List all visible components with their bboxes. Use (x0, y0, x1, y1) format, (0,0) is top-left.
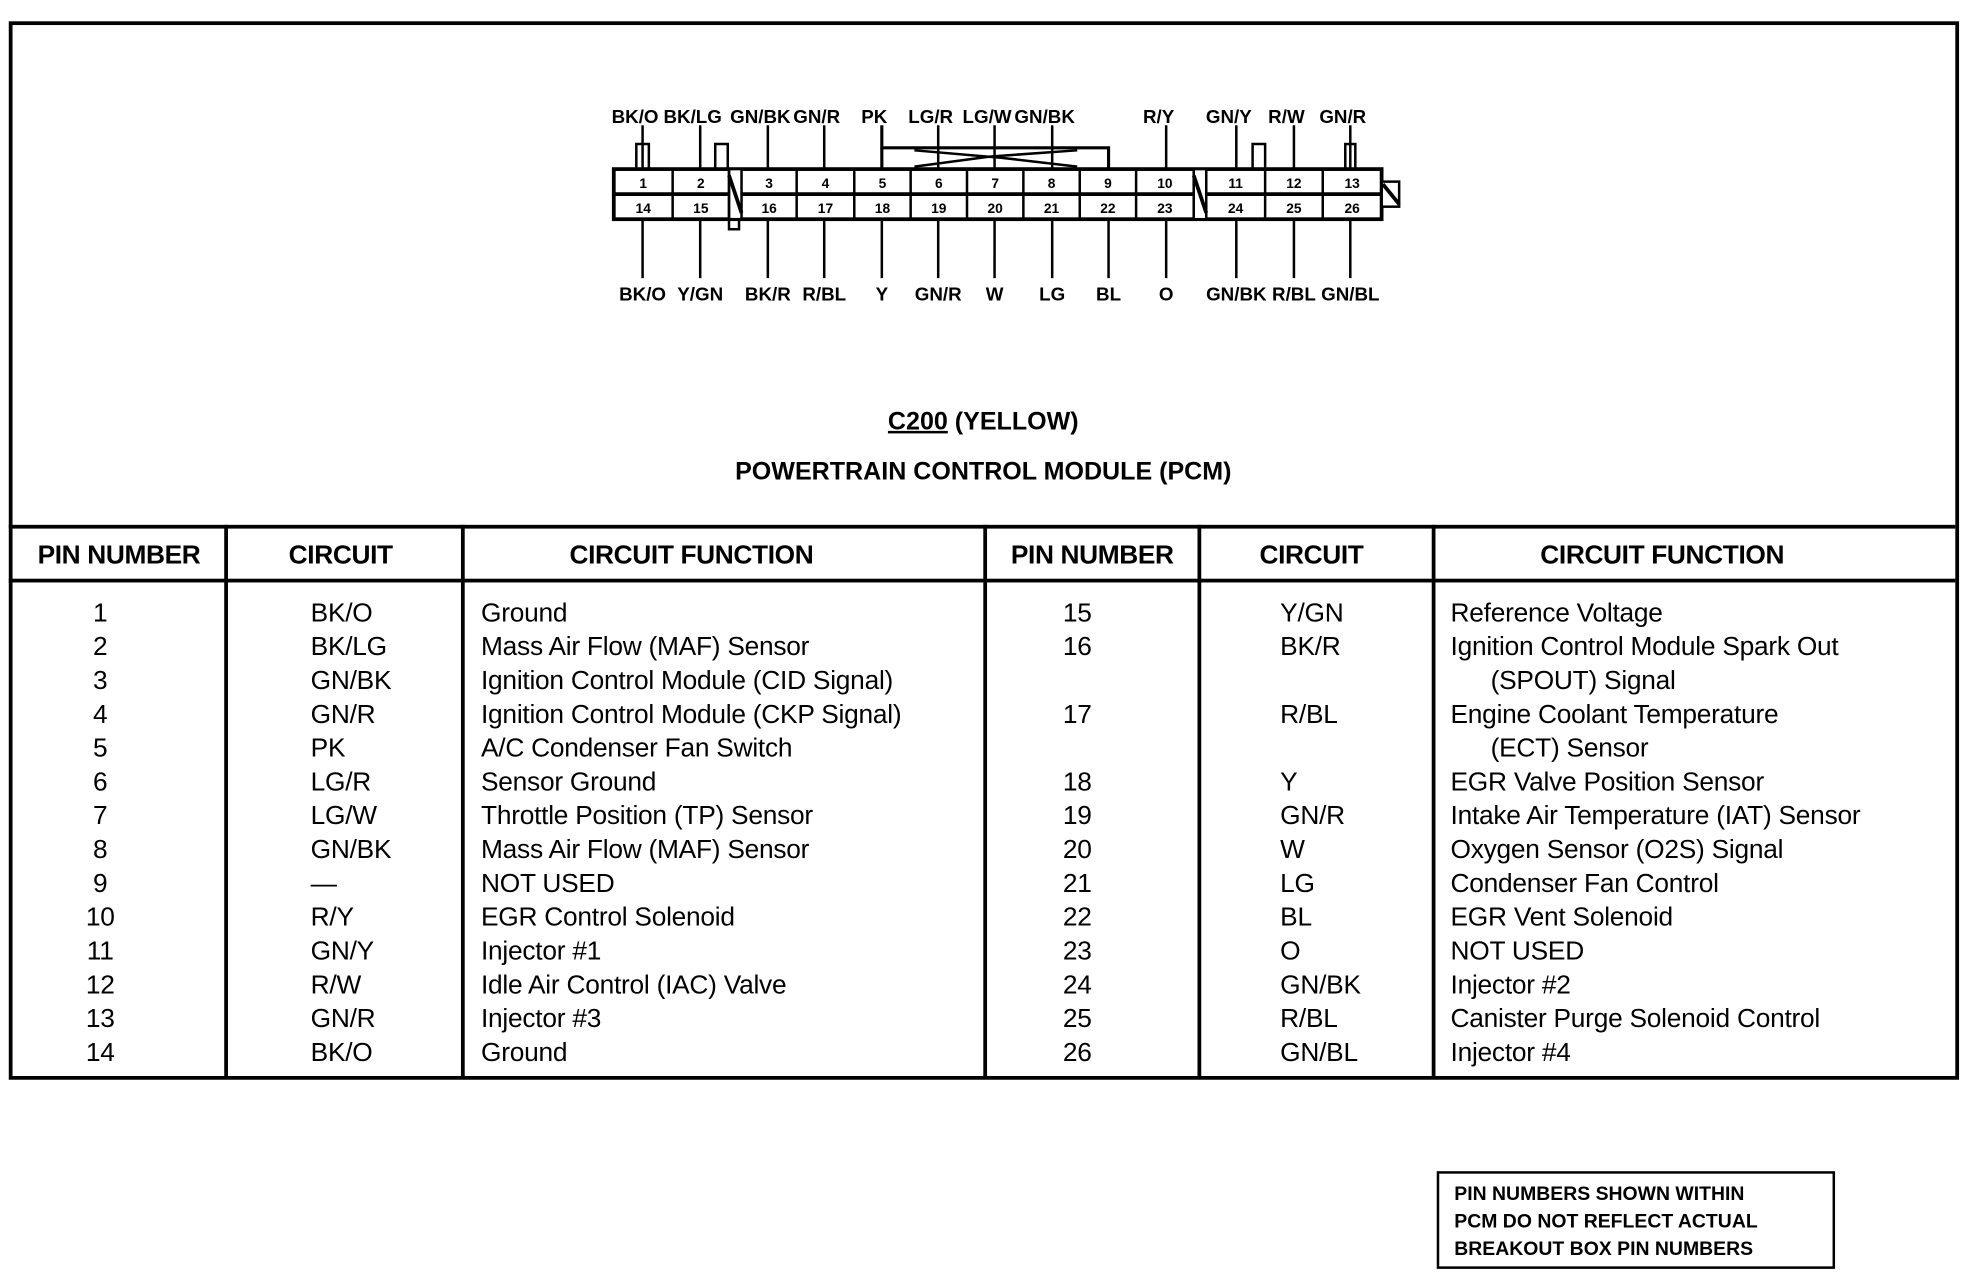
circuit-color: R/BL (1280, 1004, 1338, 1034)
pin-number-bottom: 19 (931, 200, 947, 216)
pin-number: 3 (93, 666, 108, 696)
pin-number: 13 (85, 1004, 115, 1034)
pin-number-bottom: 25 (1286, 200, 1302, 216)
circuit-color: Y (1280, 767, 1298, 797)
pin-number-top: 3 (765, 175, 773, 191)
connector-face (0, 0, 1964, 326)
circuit-color: GN/BK (1280, 970, 1361, 1000)
pin-number-top: 6 (934, 175, 943, 191)
circuit-function: Mass Air Flow (MAF) Sensor (480, 632, 810, 662)
circuit-color: LG/R (310, 767, 372, 797)
circuit-color: R/Y (310, 903, 354, 932)
wire-label-bottom: O (1158, 283, 1174, 305)
circuit-function: Oxygen Sensor (O2S) Signal (1450, 835, 1784, 865)
circuit-color: GN/BL (1280, 1038, 1358, 1068)
circuit-function: Ignition Control Module (CKP Signal) (480, 700, 902, 730)
circuit-color: R/W (310, 970, 362, 1000)
pin-number: 10 (85, 903, 115, 932)
pin-number-top: 1 (639, 175, 648, 191)
header-circuit-function: CIRCUIT FUNCTION (1540, 541, 1785, 570)
note-line: BREAKOUT BOX PIN NUMBERS (1454, 1238, 1754, 1261)
pin-number-bottom: 18 (874, 200, 891, 216)
pin-number: 16 (1062, 632, 1092, 662)
pin-number-bottom: 20 (987, 200, 1003, 216)
pin-number: 4 (93, 700, 108, 730)
wire-label-bottom: R/BL (802, 283, 847, 305)
pin-number-top: 8 (1047, 175, 1056, 191)
circuit-function: Reference Voltage (1450, 598, 1663, 628)
header-circuit: CIRCUIT (288, 541, 393, 570)
circuit-function: NOT USED (480, 869, 615, 899)
circuit-function: Engine Coolant Temperature (1450, 700, 1779, 730)
circuit-function: Ground (480, 1038, 568, 1068)
pin-number: 26 (1062, 1038, 1092, 1068)
circuit-function: Ignition Control Module (CID Signal) (480, 666, 894, 696)
pin-number: 23 (1062, 936, 1092, 966)
wire-label-bottom: BK/O (619, 283, 667, 305)
note-box (1437, 1171, 1835, 1269)
pin-number-bottom: 24 (1228, 200, 1244, 216)
wire-label-top: R/W (1268, 105, 1305, 127)
wire-label-top: BK/LG (663, 105, 722, 127)
circuit-color: BK/LG (310, 632, 387, 662)
circuit-color: O (1280, 936, 1301, 966)
pin-number-top: 11 (1228, 175, 1243, 191)
column-divider (983, 525, 987, 1076)
module-title: POWERTRAIN CONTROL MODULE (PCM) (735, 458, 1232, 487)
circuit-function-continued: (SPOUT) Signal (1490, 666, 1676, 696)
pin-number-top: 7 (991, 175, 1000, 191)
wire-label-bottom: GN/BK (1206, 283, 1267, 305)
circuit-color: Y/GN (1280, 598, 1344, 628)
column-divider (1432, 525, 1436, 1076)
pin-number: 5 (93, 734, 108, 763)
pin-number-bottom: 15 (693, 200, 709, 216)
circuit-color: LG/W (310, 801, 377, 831)
wire-label-bottom: Y/GN (677, 283, 724, 305)
wire-label-top: R/Y (1143, 105, 1175, 127)
circuit-function: Ignition Control Module Spark Out (1450, 632, 1839, 662)
wire-label-bottom: LG (1039, 283, 1066, 305)
circuit-function: NOT USED (1450, 936, 1584, 966)
circuit-function-continued: (ECT) Sensor (1490, 734, 1649, 763)
pin-number: 1 (93, 598, 108, 628)
wire-label-top: PK (861, 105, 888, 127)
pin-number: 18 (1062, 767, 1092, 797)
circuit-function: Injector #4 (1450, 1038, 1571, 1068)
pin-number-top: 10 (1157, 175, 1173, 191)
circuit-color: GN/BK (310, 666, 392, 696)
wire-label-top: GN/Y (1205, 105, 1252, 127)
wire-label-bottom: GN/R (914, 283, 962, 305)
wire-label-bottom: Y (875, 283, 889, 305)
pin-number: 14 (85, 1038, 115, 1068)
circuit-function: EGR Vent Solenoid (1450, 903, 1673, 932)
circuit-color: PK (310, 734, 346, 763)
circuit-color: BK/R (1280, 632, 1341, 662)
circuit-function: Mass Air Flow (MAF) Sensor (480, 835, 810, 865)
pin-number-top: 4 (821, 175, 830, 191)
circuit-function: A/C Condenser Fan Switch (480, 734, 793, 763)
wire-label-top: LG/R (908, 105, 954, 127)
pin-number: 22 (1062, 903, 1092, 932)
pin-number-top: 13 (1344, 175, 1360, 191)
pin-number: 19 (1062, 801, 1092, 831)
circuit-function: Idle Air Control (IAC) Valve (480, 970, 787, 1000)
pin-number-top: 9 (1104, 175, 1112, 191)
pin-number-bottom: 14 (635, 200, 651, 216)
circuit-color: GN/Y (310, 936, 374, 966)
connector-title (888, 408, 1079, 437)
note-line: PIN NUMBERS SHOWN WITHIN (1454, 1183, 1745, 1206)
shield-loop (1253, 144, 1266, 169)
pin-number: 21 (1062, 869, 1092, 899)
circuit-color: LG (1280, 869, 1315, 899)
wire-label-bottom: R/BL (1272, 283, 1316, 305)
circuit-function: Injector #3 (480, 1004, 602, 1034)
circuit-function: EGR Valve Position Sensor (1450, 767, 1764, 797)
pin-number-top: 12 (1286, 175, 1302, 191)
circuit-color: GN/R (310, 700, 376, 730)
pin-number-bottom: 23 (1157, 200, 1173, 216)
pin-number: 11 (86, 936, 114, 966)
wire-label-top: LG/W (962, 105, 1012, 127)
circuit-color: W (1280, 835, 1305, 865)
pin-number: 8 (93, 835, 108, 865)
wire-label-bottom: BK/R (744, 283, 791, 305)
circuit-function: Throttle Position (TP) Sensor (480, 801, 813, 831)
circuit-function: Injector #1 (480, 936, 602, 966)
column-divider (224, 525, 228, 1076)
circuit-color: GN/R (1280, 801, 1345, 831)
circuit-color: BL (1280, 903, 1312, 932)
pin-number: 17 (1062, 700, 1092, 730)
wire-label-bottom: W (985, 283, 1004, 305)
column-divider (461, 525, 465, 1076)
wire-label-top: GN/R (1319, 105, 1367, 127)
pin-number-top: 5 (878, 175, 887, 191)
pin-number: 6 (93, 767, 108, 797)
pin-number-bottom: 22 (1100, 200, 1116, 216)
header-circuit-function: CIRCUIT FUNCTION (569, 541, 814, 570)
divider (9, 525, 1956, 529)
pin-number: 12 (85, 970, 115, 1000)
circuit-color: — (310, 869, 337, 899)
circuit-function: Canister Purge Solenoid Control (1450, 1004, 1820, 1034)
circuit-function: EGR Control Solenoid (480, 903, 735, 932)
pin-number: 9 (93, 869, 108, 899)
circuit-function: Intake Air Temperature (IAT) Sensor (1450, 801, 1861, 831)
pin-number: 15 (1062, 598, 1092, 628)
circuit-color: BK/O (310, 598, 373, 628)
pin-number: 24 (1062, 970, 1092, 1000)
circuit-function: Injector #2 (1450, 970, 1571, 1000)
note-line: PCM DO NOT REFLECT ACTUAL (1454, 1211, 1758, 1233)
header-pin-number: PIN NUMBER (1010, 541, 1174, 570)
pin-number: 2 (93, 632, 108, 662)
divider (9, 579, 1956, 583)
circuit-color: GN/R (310, 1004, 376, 1034)
wire-label-top: GN/R (793, 105, 841, 127)
wire-label-bottom: GN/BL (1321, 283, 1380, 305)
pin-number-bottom: 21 (1043, 200, 1060, 216)
wire-label-top: GN/BK (730, 105, 791, 127)
column-divider (1197, 525, 1201, 1076)
pin-number-top: 2 (697, 175, 705, 191)
circuit-function: Condenser Fan Control (1450, 869, 1719, 899)
header-pin-number: PIN NUMBER (37, 541, 201, 570)
circuit-color: GN/BK (310, 835, 392, 865)
pin-number: 20 (1062, 835, 1092, 865)
pin-number: 7 (93, 801, 108, 831)
circuit-color: BK/O (310, 1038, 373, 1068)
connector-color: (YELLOW) (954, 408, 1079, 436)
pin-number: 25 (1062, 1004, 1092, 1034)
circuit-color: R/BL (1280, 700, 1338, 730)
pin-number-bottom: 16 (761, 200, 777, 216)
circuit-function: Ground (480, 598, 568, 628)
pin-number-bottom: 26 (1344, 200, 1360, 216)
pin-number-bottom: 17 (817, 200, 834, 216)
wire-label-top: BK/O (611, 105, 659, 127)
header-circuit: CIRCUIT (1259, 541, 1364, 570)
circuit-function: Sensor Ground (480, 767, 657, 797)
wire-label-bottom: BL (1096, 283, 1122, 305)
connector-id: C200 (887, 408, 948, 436)
shield-loop (715, 144, 728, 169)
wire-label-top: GN/BK (1014, 105, 1075, 127)
